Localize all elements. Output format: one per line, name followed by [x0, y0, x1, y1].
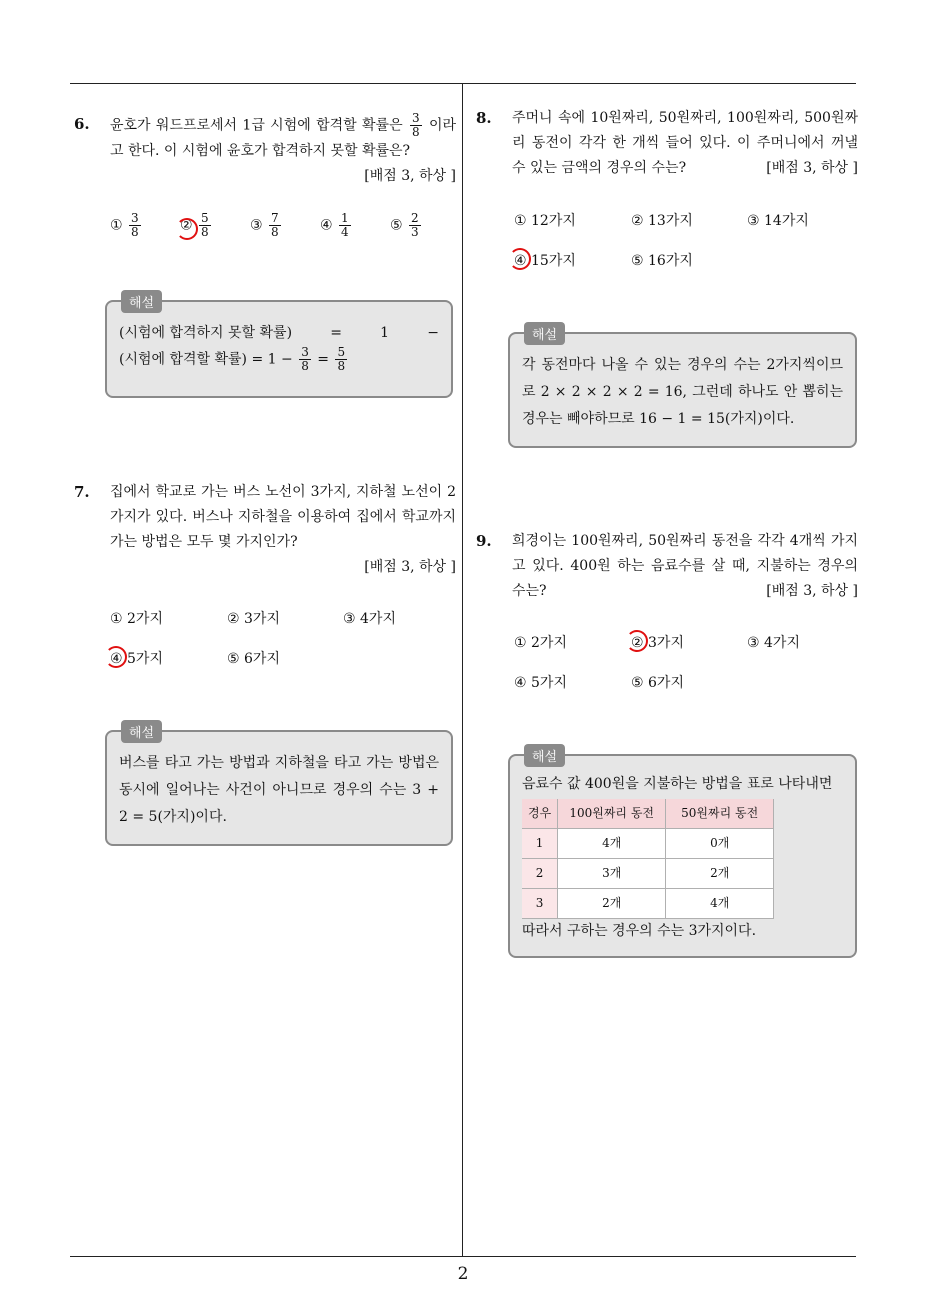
question-text: 주머니 속에 10원짜리, 50원짜리, 100원짜리, 500원짜리 동전이 각각 한 개씩 들어 있다. 이 주머니에서 꺼낼 수 있는 금액의 경우의 수는? [배점 3, 하상 ] — [512, 106, 858, 181]
option-2[interactable]: ② 3가지 — [631, 635, 684, 651]
option-3[interactable]: ③ 4가지 — [747, 635, 800, 651]
question-text: 희경이는 100원짜리, 50원짜리 동전을 각각 4개씩 가지고 있다. 400원 하는 음료수를 살 때, 지불하는 경우의 수는? [배점 3, 하상 ] — [512, 529, 858, 604]
solution-box-q8 — [508, 328, 857, 448]
option-3[interactable]: ③ $\frac{7}{8}$ — [250, 211, 279, 239]
option-5[interactable]: ⑤ 16가지 — [631, 253, 693, 269]
table-row: 3 2개 4개 — [522, 889, 774, 919]
solution-text: 버스를 타고 가는 방법과 지하철을 타고 가는 방법은 동시에 일어나는 사건이 아니므로 경우의 수는 3 + 2 = 5(가지)이다. — [119, 755, 439, 825]
solution-text — [522, 772, 843, 944]
question-9 — [476, 529, 858, 604]
solution-text: 각 동전마다 나올 수 있는 경우의 수는 2가지씩이므로 2 × 2 × 2 × 2 = 16, 그런데 하나도 안 뽑히는 경우는 빼야하므로 16 − 1 = 15(가지)이다. — [522, 357, 843, 427]
score-meta: [배점 3, 하상 ] — [766, 583, 858, 599]
question-number: 8. — [476, 109, 492, 127]
answer-mark — [176, 218, 198, 240]
option-5[interactable]: ⑤ 6가지 — [227, 651, 280, 667]
option-4[interactable]: ④ $\frac{1}{4}$ — [320, 211, 349, 239]
option-2[interactable]: ② 3가지 — [227, 611, 280, 627]
table-row: 1 4개 0개 — [522, 829, 774, 859]
question-7 — [74, 480, 456, 580]
top-rule — [70, 83, 856, 84]
question-text: 집에서 학교로 가는 버스 노선이 3가지, 지하철 노선이 2가지가 있다. 버스나 지하철을 이용하여 집에서 학교까지 가는 방법은 모두 몇 가지인가? [배점 3, 하상 ] — [110, 480, 456, 580]
answer-mark — [509, 248, 531, 270]
question-6 — [74, 112, 456, 189]
option-3[interactable]: ③ 4가지 — [343, 611, 396, 627]
options-q7 — [110, 608, 450, 678]
answer-mark — [105, 646, 127, 668]
solution-tag: 해설 — [524, 322, 565, 345]
solution-tag: 해설 — [121, 290, 162, 313]
solution-outro: 따라서 구하는 경우의 수는 3가지이다. — [522, 923, 757, 939]
question-number: 7. — [74, 483, 90, 501]
solution-tag: 해설 — [524, 744, 565, 767]
options-q6 — [110, 212, 450, 252]
solution-box-q7 — [105, 726, 453, 846]
option-3[interactable]: ③ 14가지 — [747, 213, 809, 229]
solution-box-q9 — [508, 750, 857, 958]
option-2[interactable]: ② $\frac{5}{8}$ — [180, 211, 209, 239]
options-q8 — [514, 210, 854, 280]
option-5[interactable]: ⑤ 6가지 — [631, 675, 684, 691]
table-header: 50원짜리 동전 — [666, 799, 774, 829]
bottom-rule — [70, 1256, 856, 1257]
answer-mark — [626, 630, 648, 652]
option-2[interactable]: ② 13가지 — [631, 213, 693, 229]
solution-tag: 해설 — [121, 720, 162, 743]
score-meta: [배점 3, 하상 ] — [364, 168, 456, 184]
option-4[interactable]: ④ 15가지 — [514, 253, 576, 269]
table-row: 2 3개 2개 — [522, 859, 774, 889]
option-4[interactable]: ④ 5가지 — [514, 675, 567, 691]
table-header: 100원짜리 동전 — [558, 799, 666, 829]
options-q9 — [514, 632, 854, 702]
question-number: 6. — [74, 115, 90, 133]
option-5[interactable]: ⑤ $\frac{2}{3}$ — [390, 211, 419, 239]
option-1[interactable]: ① 2가지 — [110, 611, 163, 627]
option-1[interactable]: ① 2가지 — [514, 635, 567, 651]
table-header: 경우 — [522, 799, 558, 829]
score-meta: [배점 3, 하상 ] — [766, 160, 858, 176]
option-4[interactable]: ④ 5가지 — [110, 651, 163, 667]
solution-intro: 음료수 값 400원을 지불하는 방법을 표로 나타내면 — [522, 776, 833, 792]
fraction: $\frac{3}{8}$ — [411, 111, 420, 139]
question-8 — [476, 106, 858, 181]
page-number: 2 — [457, 1264, 469, 1284]
option-1[interactable]: ① $\frac{3}{8}$ — [110, 211, 139, 239]
column-divider — [462, 83, 463, 1257]
solution-box-q6 — [105, 296, 453, 398]
solution-text: (시험에 합격하지 못할 확률) = 1 − (시험에 합격할 확률) = 1 − $\frac{3}{8}$ = $\frac{5}{8}$ — [119, 325, 439, 373]
question-text: 윤호가 워드프로세서 1급 시험에 합격할 확률은 $\frac{3}{8}$ 이라고 한다. 이 시험에 윤호가 합격하지 못할 확률은? [배점 3, 하상 ] — [110, 112, 456, 189]
score-meta: [배점 3, 하상 ] — [364, 559, 456, 575]
question-number: 9. — [476, 532, 492, 550]
option-1[interactable]: ① 12가지 — [514, 213, 576, 229]
solution-table — [522, 799, 774, 919]
